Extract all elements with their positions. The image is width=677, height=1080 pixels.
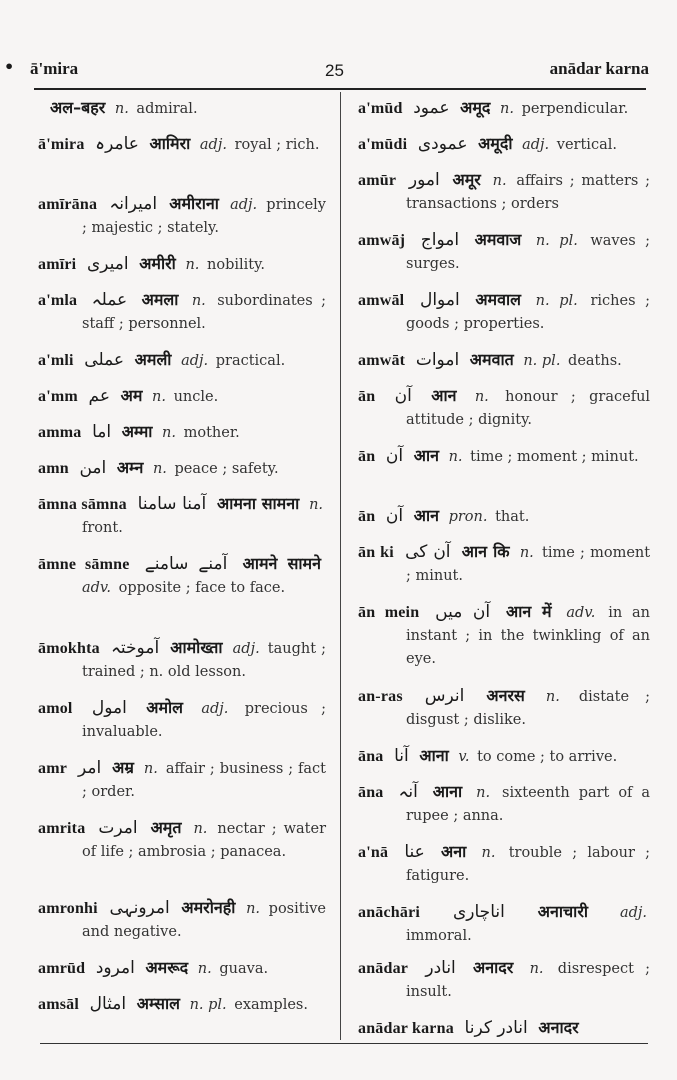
entry-urdu-script: امرت: [98, 818, 138, 838]
entry-devanagari-script: अमरोनही: [181, 898, 236, 917]
entry-headword: ān ki: [358, 544, 394, 561]
entry-devanagari-script: अनाचारी: [537, 902, 589, 921]
entry-urdu-script: امثال: [89, 994, 127, 1014]
entry-definition: riches ; goods ; properties.: [406, 293, 651, 332]
entry-headword: a'mla: [38, 292, 78, 309]
page-header: [0, 55, 677, 85]
entry-part-of-speech: n.: [448, 449, 463, 465]
entry-part-of-speech: n.: [246, 901, 261, 917]
entry-definition: nectar ; water of life ; ambrosia ; panacea.: [82, 821, 327, 860]
entry-devanagari-script: अमवात: [469, 350, 514, 369]
entry-urdu-script: امول: [91, 698, 127, 718]
entry-devanagari-script: अमीरी: [139, 254, 176, 273]
entry-headword: anādar karna: [358, 1020, 454, 1037]
entry-urdu-script: آمنے سامنے: [144, 554, 228, 574]
dictionary-entry: [358, 132, 650, 157]
dictionary-entry: [358, 684, 650, 732]
entry-devanagari-script: अमोल: [146, 698, 184, 717]
entry-part-of-speech: n.: [309, 497, 324, 513]
entry-urdu-script: امور: [408, 170, 440, 190]
entry-urdu-script: اموات: [415, 350, 460, 370]
dictionary-entry: [34, 636, 326, 684]
entry-definition: that.: [495, 509, 530, 525]
entry-definition: time ; moment ; minut.: [470, 449, 639, 465]
dictionary-entry: [34, 192, 326, 240]
entry-part-of-speech: n.: [114, 101, 129, 117]
entry-headword: a'nā: [358, 844, 389, 861]
entry-devanagari-script: अमवाल: [475, 290, 522, 309]
entry-devanagari-script: अमली: [134, 350, 172, 369]
entry-part-of-speech: n.: [481, 845, 496, 861]
entry-part-of-speech: n.: [476, 785, 491, 801]
dictionary-entry: [34, 816, 326, 864]
dictionary-entry: [34, 348, 326, 373]
entry-devanagari-script: अना: [441, 842, 467, 861]
entry-part-of-speech: n.: [162, 425, 176, 441]
entry-headword: a'mūd: [358, 100, 403, 117]
dictionary-entry: [34, 384, 326, 409]
entry-devanagari-script: अल–बहर: [50, 98, 106, 117]
entry-part-of-speech: adj.: [619, 905, 647, 921]
entry-devanagari-script: अम: [120, 386, 143, 405]
entry-urdu-script: آن: [394, 386, 412, 406]
dictionary-entry: [34, 896, 326, 944]
entry-headword: amronhi: [38, 900, 98, 917]
entry-headword: amīri: [38, 256, 77, 273]
entry-devanagari-script: अम्साल: [136, 994, 180, 1013]
entry-definition: immoral.: [406, 928, 472, 944]
entry-devanagari-script: आन: [413, 446, 439, 465]
entry-urdu-script: عامرہ: [95, 134, 139, 154]
entry-definition: vertical.: [556, 137, 617, 153]
entry-urdu-script: آنا: [394, 746, 409, 766]
entry-part-of-speech: pron.: [448, 509, 488, 525]
entry-headword: an-ras: [358, 688, 403, 705]
entry-part-of-speech: n.: [197, 961, 212, 977]
entry-headword: a'mm: [38, 388, 78, 405]
entry-definition: peace ; safety.: [174, 461, 279, 477]
entry-definition: waves ; surges.: [406, 233, 651, 272]
entry-part-of-speech: n.: [500, 101, 514, 117]
dictionary-entry: [34, 252, 326, 277]
entry-part-of-speech: adj.: [181, 353, 209, 369]
dictionary-entry: [358, 228, 650, 276]
entry-devanagari-script: आमना सामना: [217, 494, 300, 513]
entry-urdu-script: امن: [79, 458, 107, 478]
entry-part-of-speech: v.: [458, 749, 470, 765]
dictionary-entry: [358, 780, 650, 828]
dictionary-entry: [358, 96, 650, 121]
entry-definition: nobility.: [207, 257, 265, 273]
entry-part-of-speech: n.: [545, 689, 560, 705]
entry-urdu-script: اما: [92, 422, 112, 442]
entry-urdu-script: عم: [88, 386, 110, 406]
entry-part-of-speech: adv.: [82, 580, 112, 596]
entry-headword: anādar: [358, 960, 409, 977]
entry-devanagari-script: आन कि: [461, 542, 510, 561]
entry-part-of-speech: adj.: [522, 137, 550, 153]
entry-definition: positive and negative.: [82, 901, 326, 940]
entry-definition: front.: [82, 520, 123, 536]
entry-part-of-speech: n.: [143, 761, 158, 777]
entry-headword: amsāl: [38, 996, 79, 1013]
header-rule: [34, 88, 646, 90]
entry-headword: āmne sāmne: [38, 556, 130, 573]
dictionary-entry: [34, 96, 326, 121]
entry-headword: āmna sāmna: [38, 496, 127, 513]
entry-part-of-speech: n.: [152, 461, 167, 477]
entry-devanagari-script: अमूदी: [478, 134, 513, 153]
entry-urdu-script: انادر کرنا: [464, 1018, 528, 1038]
entry-part-of-speech: n.: [152, 389, 166, 405]
dictionary-entry: [358, 540, 650, 588]
dictionary-entry: [358, 348, 650, 373]
entry-definition: subordinates ; staff ; personnel.: [82, 293, 326, 332]
entry-part-of-speech: n. pl.: [535, 233, 578, 249]
dictionary-entry: [34, 132, 326, 157]
entry-urdu-script: امیرانہ: [109, 194, 158, 214]
entry-devanagari-script: आन में: [505, 602, 552, 621]
entry-devanagari-script: आना: [432, 782, 463, 801]
entry-definition: in an instant ; in the twinkling of an eye.: [406, 605, 651, 667]
entry-headword: āmokhta: [38, 640, 100, 657]
dictionary-entry: [358, 504, 650, 529]
entry-definition: admiral.: [136, 101, 198, 117]
entry-part-of-speech: n.: [474, 389, 489, 405]
entry-urdu-script: انادر: [425, 958, 456, 978]
entry-definition: distate ; disgust ; dislike.: [406, 689, 650, 728]
entry-definition: time ; moment ; minut.: [406, 545, 651, 584]
entry-definition: precious ; invaluable.: [82, 701, 327, 740]
entry-definition: mother.: [183, 425, 240, 441]
entry-devanagari-script: अमूर: [452, 170, 481, 189]
entry-headword: amwāl: [358, 292, 405, 309]
entry-devanagari-script: अमला: [141, 290, 179, 309]
entry-definition: to come ; to arrive.: [477, 749, 618, 765]
dictionary-entry: [358, 956, 650, 1004]
entry-definition: perpendicular.: [521, 101, 629, 117]
entry-urdu-script: عنا: [404, 842, 425, 862]
entry-headword: amrūd: [38, 960, 86, 977]
entry-urdu-script: آنہ: [398, 782, 418, 802]
entry-headword: amrita: [38, 820, 86, 837]
entry-urdu-script: امیری: [86, 254, 129, 274]
entry-definition: taught ; trained ; n. old lesson.: [82, 641, 327, 680]
entry-urdu-script: عملی: [84, 350, 125, 370]
entry-urdu-script: امرونہی: [109, 898, 170, 918]
dictionary-entry: [34, 696, 326, 744]
entry-urdu-script: اناچاری: [452, 902, 505, 922]
entry-part-of-speech: n.: [191, 293, 206, 309]
dictionary-entry: [34, 756, 326, 804]
entry-headword: ān: [358, 448, 376, 465]
entry-part-of-speech: adj.: [199, 137, 227, 153]
header-first-word: ā'mira: [30, 59, 79, 78]
entry-urdu-script: آن کی: [405, 542, 451, 562]
entry-devanagari-script: अनरस: [486, 686, 525, 705]
entry-devanagari-script: अमरूद: [145, 958, 189, 977]
entry-definition: princely ; majestic ; stately.: [82, 197, 327, 236]
entry-headword: amwāj: [358, 232, 406, 249]
dictionary-entry: [358, 384, 650, 432]
entry-definition: opposite ; face to face.: [118, 580, 286, 596]
entry-headword: amr: [38, 760, 68, 777]
entry-urdu-script: عمود: [413, 98, 450, 118]
entry-definition: affair ; business ; fact ; order.: [82, 761, 327, 800]
entry-urdu-script: اموال: [419, 290, 460, 310]
entry-devanagari-script: अमवाज: [474, 230, 522, 249]
entry-part-of-speech: n.: [193, 821, 208, 837]
entry-part-of-speech: n.: [519, 545, 534, 561]
dictionary-entry: [358, 744, 650, 769]
entry-devanagari-script: आमिरा: [149, 134, 191, 153]
entry-definition: practical.: [215, 353, 286, 369]
dictionary-entry: [34, 552, 326, 600]
dictionary-entry: [34, 492, 326, 540]
entry-urdu-script: عمودی: [417, 134, 468, 154]
entry-headword: amīrāna: [38, 196, 98, 213]
entry-urdu-script: انرس: [424, 686, 465, 706]
header-last-word: anādar karna: [549, 59, 649, 78]
entry-headword: ān: [358, 388, 376, 405]
dictionary-entry: [34, 956, 326, 981]
entry-urdu-script: امرود: [95, 958, 135, 978]
page-number: 25: [325, 61, 344, 80]
entry-urdu-script: آن میں: [435, 602, 491, 622]
entry-devanagari-script: अम्र: [112, 758, 134, 777]
dictionary-entry: [34, 288, 326, 336]
entry-definition: affairs ; matters ; transactions ; orders: [406, 173, 650, 212]
entry-urdu-script: آموختہ: [110, 638, 160, 658]
entry-devanagari-script: आमोख्ता: [170, 638, 223, 657]
entry-urdu-script: آن: [385, 446, 404, 466]
entry-definition: deaths.: [568, 353, 622, 369]
entry-devanagari-script: अमूद: [460, 98, 491, 117]
footer-rule: [40, 1043, 648, 1044]
entry-headword: a'mli: [38, 352, 74, 369]
entry-headword: amma: [38, 424, 82, 441]
entry-definition: trouble ; labour ; fatigure.: [406, 845, 650, 884]
column-divider: [340, 92, 341, 1040]
entry-definition: honour ; graceful attitude ; dignity.: [406, 389, 651, 428]
entry-part-of-speech: adj.: [232, 641, 260, 657]
entry-devanagari-script: आन: [431, 386, 457, 405]
entry-devanagari-script: अम्न: [116, 458, 144, 477]
entry-definition: examples.: [234, 997, 308, 1013]
entry-devanagari-script: अनादर: [538, 1018, 579, 1037]
entry-definition: uncle.: [173, 389, 219, 405]
entry-devanagari-script: अमृत: [150, 818, 182, 837]
entry-devanagari-script: अम्मा: [121, 422, 153, 441]
entry-urdu-script: امواج: [420, 230, 460, 250]
dictionary-entry: [34, 420, 326, 445]
entry-headword: anāchāri: [358, 904, 421, 921]
dictionary-entry: [358, 444, 650, 469]
dictionary-entry: [358, 840, 650, 888]
entry-part-of-speech: adj.: [230, 197, 258, 213]
entry-headword: amwāt: [358, 352, 406, 369]
dictionary-entry: [358, 600, 650, 671]
entry-headword: ā'mira: [38, 136, 85, 153]
entry-part-of-speech: n. pl.: [189, 997, 227, 1013]
entry-headword: amn: [38, 460, 69, 477]
entry-devanagari-script: आमने सामने: [242, 554, 322, 573]
dictionary-entry: [358, 1016, 650, 1041]
entry-headword: amol: [38, 700, 73, 717]
entry-headword: āna: [358, 784, 384, 801]
dictionary-entry: [358, 168, 650, 216]
entry-headword: a'mūdi: [358, 136, 408, 153]
entry-devanagari-script: आन: [413, 506, 439, 525]
dictionary-entry: [358, 288, 650, 336]
entry-part-of-speech: adv.: [566, 605, 596, 621]
entry-devanagari-script: अमीराना: [169, 194, 219, 213]
entry-devanagari-script: अनादर: [473, 958, 514, 977]
entry-urdu-script: آن: [385, 506, 404, 526]
entry-part-of-speech: n. pl.: [523, 353, 561, 369]
entry-part-of-speech: adj.: [201, 701, 229, 717]
entry-devanagari-script: आना: [419, 746, 449, 765]
entry-urdu-script: امر: [77, 758, 102, 778]
entry-definition: royal ; rich.: [234, 137, 320, 153]
dictionary-entry: [34, 992, 326, 1017]
entry-definition: sixteenth part of a rupee ; anna.: [406, 785, 650, 824]
header-bullet: •: [4, 57, 15, 76]
entry-urdu-script: عملہ: [91, 290, 128, 310]
entry-part-of-speech: n. pl.: [535, 293, 578, 309]
entry-urdu-script: آمنا سامنا: [137, 494, 207, 514]
entry-part-of-speech: n.: [185, 257, 200, 273]
entry-definition: guava.: [219, 961, 269, 977]
entry-definition: disrespect ; insult.: [406, 961, 651, 1000]
entry-headword: āna: [358, 748, 384, 765]
entry-part-of-speech: n.: [529, 961, 544, 977]
dictionary-entry: [34, 456, 326, 481]
dictionary-entry: [358, 900, 650, 948]
entry-headword: ān mein: [358, 604, 420, 621]
entry-headword: amūr: [358, 172, 397, 189]
entry-headword: ān: [358, 508, 376, 525]
entry-part-of-speech: n.: [492, 173, 507, 189]
